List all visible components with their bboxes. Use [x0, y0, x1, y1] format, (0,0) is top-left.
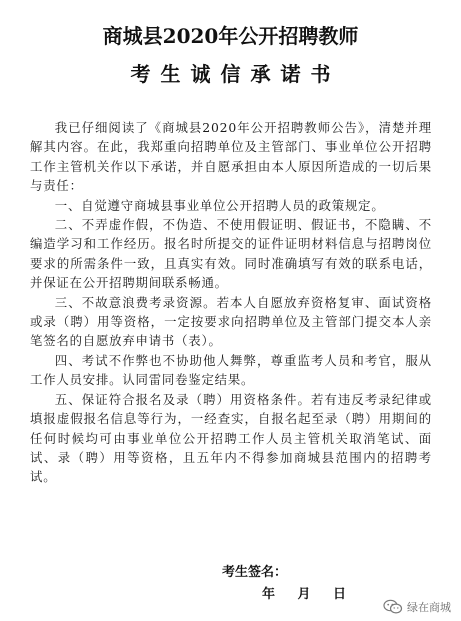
watermark	[383, 599, 451, 615]
wechat-icon	[383, 599, 403, 615]
document-subtitle: 考生诚信承诺书	[130, 62, 341, 86]
paragraph-item-2: 二、不弄虚作假，不伪造、不使用假证明、假证书，不隐瞒、不编造学习和工作经历。报名时所提交的证件证明材料信息与招聘岗位要求的所需条件一致，且真实有效。同时准确填写有效的联系电话，并保证在公开招聘期间联系畅通。	[30, 217, 432, 291]
paragraph-item-1: 一、自觉遵守商城县事业单位公开招聘人员的政策规定。	[54, 197, 385, 213]
paragraph-intro: 我已仔细阅读了《商城县2020年公开招聘教师公告》，清楚并理解其内容。在此，我郑重向招聘单位及主管部门、事业单位公开招聘工作主管机关作以下承诺，并自愿承担由本人原因所造成的一切后果与责任：	[30, 120, 432, 194]
paragraph-item-3: 三、不故意浪费考录资源。若本人自愿放弃资格复审、面试资格或录（聘）用等资格，一定按要求向招聘单位及主管部门提交本人亲笔签名的自愿放弃申请书（表）。	[30, 294, 432, 349]
document-body	[30, 118, 432, 487]
date-line: 年 月 日	[262, 587, 347, 602]
paragraph-item-4: 四、考试不作弊也不协助他人舞弊，尊重监考人员和考官，服从工作人员安排。认同雷同卷鉴定结果。	[30, 352, 432, 388]
signature-label: 考生签名：	[222, 565, 288, 580]
watermark-text: 绿在商城	[407, 601, 451, 614]
paragraph-item-5: 五、保证符合报名及录（聘）用资格条件。若有违反考录纪律或填报虚假报名信息等行为，一经查实，自报名起至录（聘）用期间的任何时候均可由事业单位公开招聘工作人员主管机关取消笔试、面试、录（聘）用等资格，且五年内不得参加商城县范围内的招聘考试。	[30, 391, 432, 485]
document-title: 商城县2020年公开招聘教师	[102, 24, 359, 48]
